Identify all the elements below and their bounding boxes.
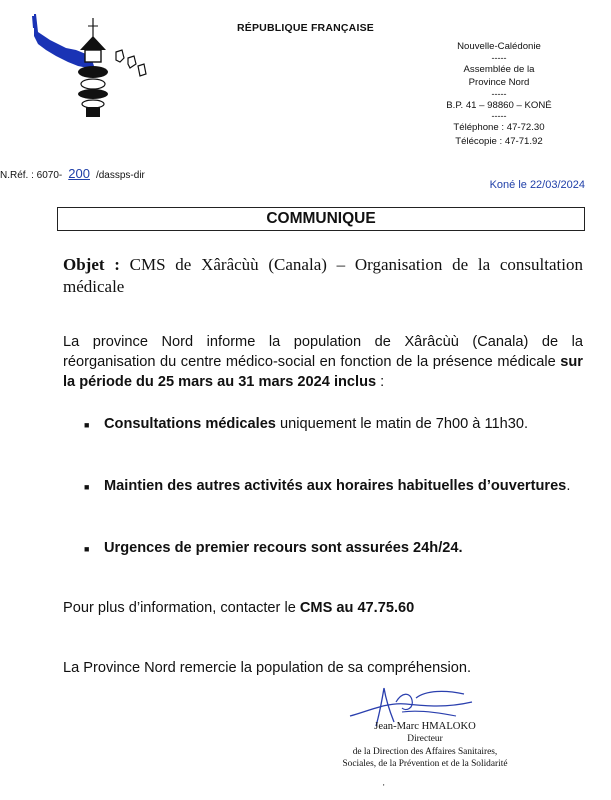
address-phone: Téléphone : 47-72.30 <box>453 122 545 134</box>
bullet1-text: uniquement le matin de 7h00 à 11h30. <box>275 416 528 432</box>
footer-mark: ' <box>383 783 385 792</box>
address-separator: ----- <box>491 88 507 99</box>
address-assembly: Assemblée de la <box>463 63 535 75</box>
intro-period: sur la période du 25 mars au 31 mars 2024 inclus <box>63 354 583 390</box>
thanks-paragraph: La Province Nord remercie la population de sa compréhension. <box>63 660 472 676</box>
reference-prefix: N.Réf. : 6070- <box>0 170 63 181</box>
address-separator: ----- <box>491 52 507 63</box>
list-item <box>84 414 581 434</box>
communique-banner: COMMUNIQUE <box>57 207 585 231</box>
address-separator: ----- <box>491 111 507 122</box>
address-country: Nouvelle-Calédonie <box>457 41 541 52</box>
signature-block <box>330 721 520 771</box>
address-province: Province Nord <box>468 77 530 89</box>
document-date: Koné le 22/03/2024 <box>489 179 585 191</box>
address-fax: Télécopie : 47-71.92 <box>455 135 543 147</box>
bullet2-text: . <box>566 478 571 494</box>
contact-text: Pour plus d’information, contacter le <box>63 600 300 616</box>
bullet2-bold: Maintien des autres activités aux horaires habituelles d’ouvertures <box>104 478 567 494</box>
subject-line <box>63 254 583 298</box>
republic-heading: RÉPUBLIQUE FRANÇAISE <box>236 22 374 34</box>
subject-text: CMS de Xârâcùù (Canala) – Organisation de la consultation médicale <box>63 255 583 296</box>
signatory-department-2: Sociales, de la Prévention et de la Solidarité <box>342 759 508 770</box>
contact-phone: CMS au 47.75.60 <box>299 600 415 616</box>
signatory-name: Jean-Marc HMALOKO <box>374 721 476 732</box>
bullet-square-icon: ■ <box>84 420 90 430</box>
bullet3-bold: Urgences de premier recours sont assurées 24h/24. <box>104 540 463 556</box>
subject-label: Objet : <box>63 255 120 274</box>
bullet1-bold: Consultations médicales <box>104 416 276 432</box>
reference-number: 200 <box>68 166 90 181</box>
signatory-department-1: de la Direction des Affaires Sanitaires, <box>352 746 498 757</box>
intro-colon: : <box>376 374 385 390</box>
intro-paragraph <box>63 332 583 392</box>
signatory-title: Directeur <box>407 734 443 745</box>
reference-line <box>0 166 145 181</box>
bullet-square-icon: ■ <box>84 482 90 492</box>
reference-suffix: /dassps-dir <box>95 170 145 181</box>
address-postal: B.P. 41 – 98860 – KONÉ <box>446 99 552 111</box>
bullet-square-icon: ■ <box>84 544 90 554</box>
address-block <box>429 40 569 149</box>
intro-text: La province Nord informe la population de Xârâcùù (Canala) de la réorganisation du centre médico-social en fonction de la présence médicale <box>63 334 583 370</box>
list-item <box>84 538 581 558</box>
contact-paragraph <box>63 598 583 618</box>
list-item <box>84 476 581 496</box>
